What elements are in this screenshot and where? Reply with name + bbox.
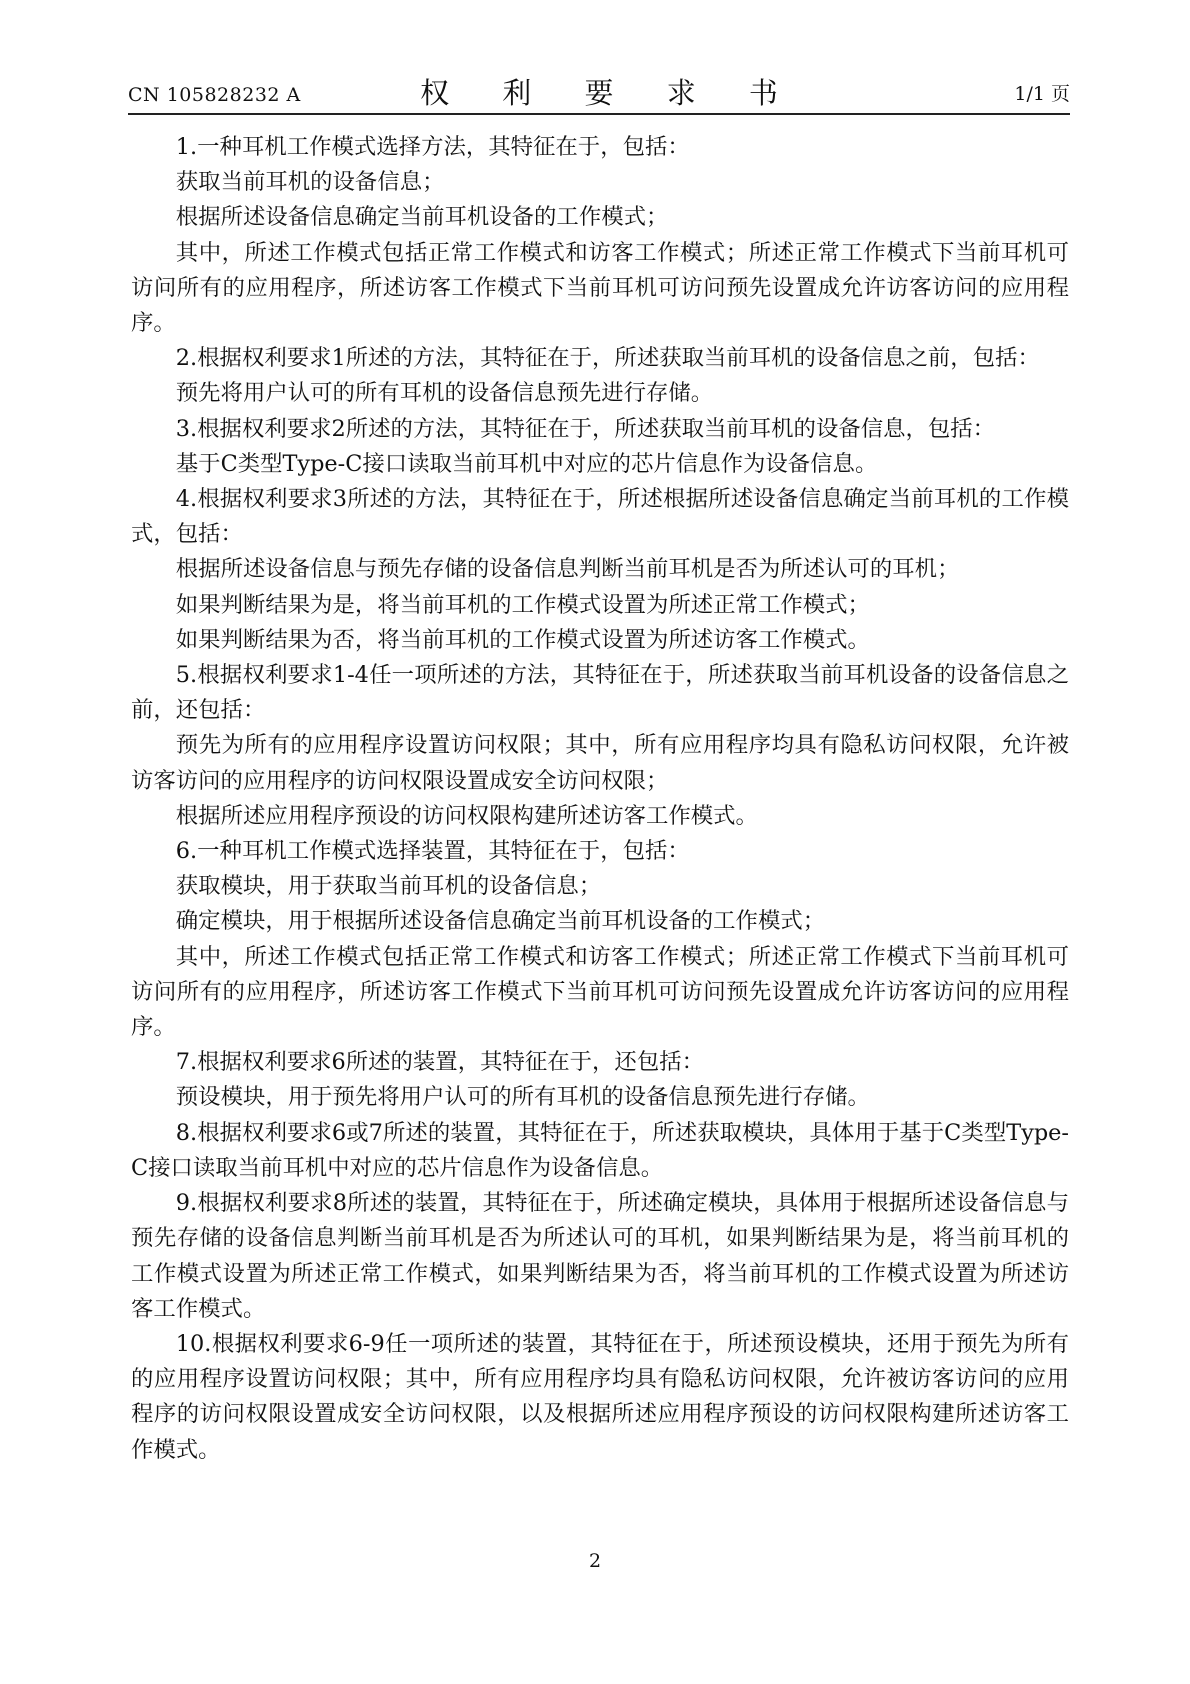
claim-paragraph: 根据所述应用程序预设的访问权限构建所述访客工作模式。: [175, 802, 758, 829]
claim-paragraph: 其中，所述工作模式包括正常工作模式和访客工作模式；所述正常工作模式下当前耳机可访问所有的应用程序，所述访客工作模式下当前耳机可访问预先设置成允许访客访问的应用程序。: [131, 239, 1069, 337]
claim-paragraph: 1.一种耳机工作模式选择方法，其特征在于，包括：: [175, 134, 690, 160]
claim-paragraph: 9.根据权利要求8所述的装置，其特征在于，所述确定模块，具体用于根据所述设备信息与预先存储的设备信息判断当前耳机是否为所述认可的耳机，如果判断结果为是，将当前耳机的工作模式设置为所述正常工作模式，如果判断结果为否，将当前耳机的工作模式设置为所述访客工作模式。: [131, 1190, 1069, 1322]
claim-paragraph: 基于C类型Type-C接口读取当前耳机中对应的芯片信息作为设备信息。: [175, 450, 878, 477]
claim-paragraph: 预先为所有的应用程序设置访问权限；其中，所有应用程序均具有隐私访问权限，允许被访客访问的应用程序的访问权限设置成安全访问权限；: [131, 732, 1069, 794]
claim-paragraph: 如果判断结果为是，将当前耳机的工作模式设置为所述正常工作模式；: [175, 591, 870, 618]
claim-paragraph: 预先将用户认可的所有耳机的设备信息预先进行存储。: [175, 380, 714, 407]
claim-paragraph: 预设模块，用于预先将用户认可的所有耳机的设备信息预先进行存储。: [175, 1084, 870, 1111]
claim-paragraph: 7.根据权利要求6所述的装置，其特征在于，还包括：: [175, 1049, 704, 1076]
claim-paragraph: 如果判断结果为否，将当前耳机的工作模式设置为所述访客工作模式。: [175, 626, 870, 653]
claim-paragraph: 5.根据权利要求1-4任一项所述的方法，其特征在于，所述获取当前耳机设备的设备信息之前，还包括：: [131, 662, 1069, 724]
claim-paragraph: 2.根据权利要求1所述的方法，其特征在于，所述获取当前耳机的设备信息之前，包括：: [175, 345, 1040, 372]
claim-paragraph: 获取当前耳机的设备信息；: [175, 169, 445, 196]
claim-paragraph: 10.根据权利要求6-9任一项所述的装置，其特征在于，所述预设模块，还用于预先为所有的应用程序设置访问权限；其中，所有应用程序均具有隐私访问权限，允许被访客访问的应用程序的访问权限设置成安全访问权限，以及根据所述应用程序预设的访问权限构建所述访客工作模式。: [131, 1330, 1069, 1463]
claim-paragraph: 获取模块，用于获取当前耳机的设备信息；: [175, 873, 602, 900]
page-count: 1/1 页: [1014, 83, 1070, 105]
page-number: 2: [588, 1550, 602, 1572]
claim-paragraph: 根据所述设备信息确定当前耳机设备的工作模式；: [175, 204, 669, 231]
claim-paragraph: 其中，所述工作模式包括正常工作模式和访客工作模式；所述正常工作模式下当前耳机可访问所有的应用程序，所述访客工作模式下当前耳机可访问预先设置成允许访客访问的应用程序。: [131, 943, 1069, 1041]
claim-paragraph: 根据所述设备信息与预先存储的设备信息判断当前耳机是否为所述认可的耳机；: [175, 556, 960, 583]
publication-number: CN 105828232 A: [128, 84, 301, 106]
claim-paragraph: 4.根据权利要求3所述的方法，其特征在于，所述根据所述设备信息确定当前耳机的工作模式，包括：: [131, 486, 1069, 548]
claim-paragraph: 6.一种耳机工作模式选择装置，其特征在于，包括：: [175, 838, 690, 865]
claim-paragraph: 确定模块，用于根据所述设备信息确定当前耳机设备的工作模式；: [175, 908, 826, 935]
document-title: 权 利 要 求 书: [420, 76, 800, 110]
page-header: [128, 64, 1070, 114]
claim-paragraph: 3.根据权利要求2所述的方法，其特征在于，所述获取当前耳机的设备信息，包括：: [175, 415, 996, 442]
claims-body: [131, 130, 1069, 1468]
claim-paragraph: 8.根据权利要求6或7所述的装置，其特征在于，所述获取模块，具体用于基于C类型Type-C接口读取当前耳机中对应的芯片信息作为设备信息。: [131, 1119, 1069, 1181]
header-divider: [128, 113, 1070, 115]
